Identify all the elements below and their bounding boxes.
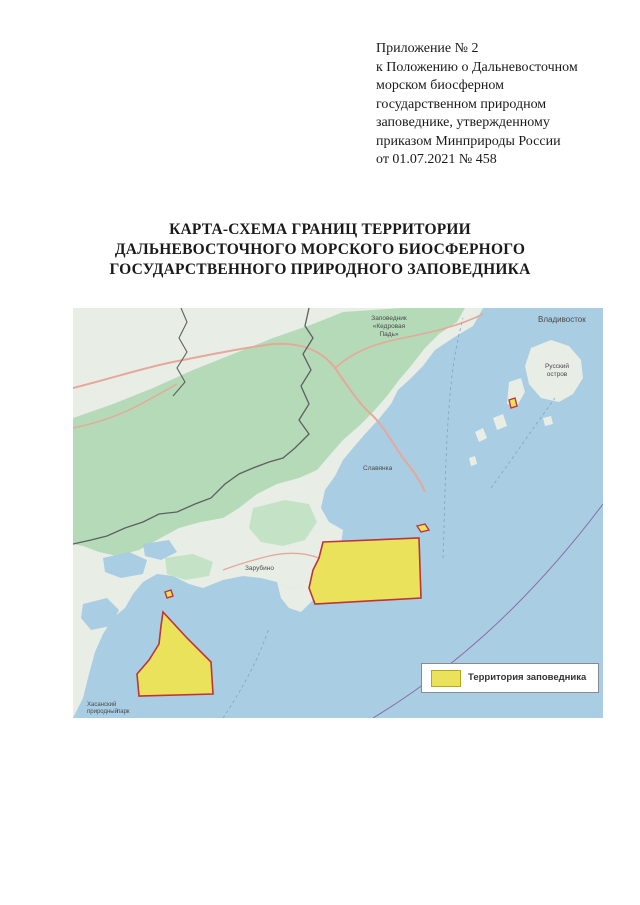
title-line: ГОСУДАРСТВЕННОГО ПРИРОДНОГО ЗАПОВЕДНИКА: [109, 261, 531, 278]
label-zapovednik: Падь»: [379, 331, 399, 338]
label-zarubino: Зарубино: [245, 565, 274, 572]
appendix-note: [376, 40, 626, 170]
title-line: КАРТА-СХЕМА ГРАНИЦ ТЕРРИТОРИИ: [169, 221, 471, 238]
label-vladivostok: Владивосток: [538, 315, 586, 324]
map-legend: [421, 663, 599, 693]
appendix-line: государственном природном: [376, 96, 547, 112]
legend-label: Территория заповедника: [468, 672, 587, 683]
title-line: ДАЛЬНЕВОСТОЧНОГО МОРСКОГО БИОСФЕРНОГО: [114, 241, 526, 258]
reserve-zone-east: [309, 538, 421, 604]
reserve-zone-small: [509, 398, 517, 408]
appendix-line: заповеднике, утвержденному: [376, 115, 550, 130]
label-khasanskiy: парк: [117, 709, 130, 715]
appendix-line: морском биосферном: [376, 78, 504, 93]
legend-swatch: [431, 670, 461, 687]
appendix-line: приказом Минприроды России: [376, 133, 561, 149]
label-khasanskiy: Хасанский: [87, 702, 117, 708]
appendix-line: от 01.07.2021 № 458: [376, 152, 497, 167]
label-slavyanka: Славянка: [363, 465, 393, 472]
label-russkiy: Русский: [544, 363, 570, 370]
label-zapovednik: «Кедровая: [372, 323, 406, 330]
label-zapovednik: Заповедник: [371, 315, 407, 322]
appendix-line: Приложение № 2: [376, 41, 479, 56]
label-khasanskiy: природный: [87, 709, 118, 715]
map-svg: [73, 308, 603, 718]
page-title: [0, 220, 640, 280]
reserve-zone-small: [165, 590, 173, 598]
map-frame: [73, 308, 603, 718]
appendix-line: к Положению о Дальневосточном: [376, 59, 578, 75]
label-russkiy: остров: [546, 371, 568, 378]
